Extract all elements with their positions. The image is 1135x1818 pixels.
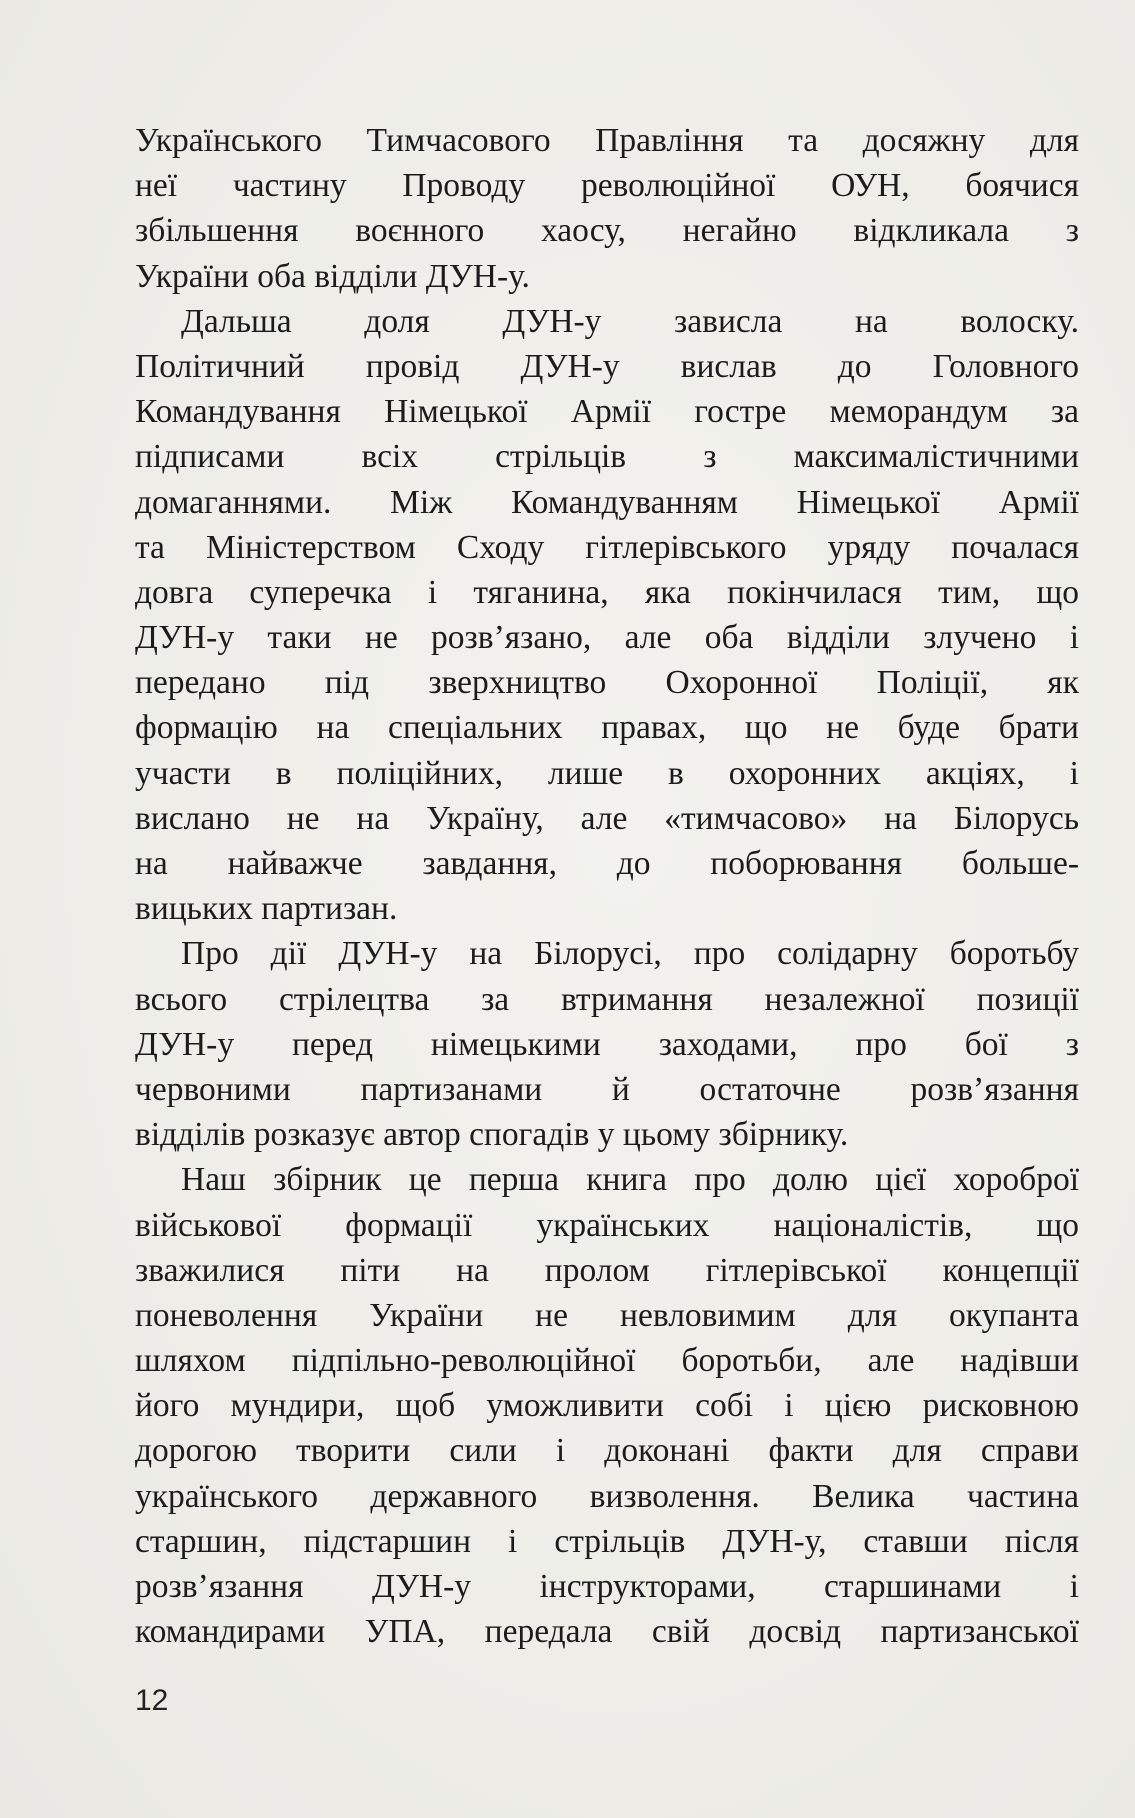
text-line: ДУН-у перед німецькими заходами, про бої з [135, 1025, 1079, 1063]
text-line: Політичний провід ДУН-у вислав до Головного [135, 347, 1079, 385]
text-line: довга суперечка і тяганина, яка покінчилася тим, що [135, 573, 1079, 611]
text-line: старшин, підстаршин і стрільців ДУН-у, ставши після [135, 1522, 1079, 1560]
text-line: Наш збірник це перша книга про долю цієї хороброї [181, 1161, 1079, 1199]
text-line: військової формації українських націоналістів, що [135, 1206, 1079, 1244]
text-line: України оба відділи ДУН-у. [135, 257, 530, 295]
text-line: на найважче завдання, до поборювання больше- [135, 845, 1079, 882]
text-line: всього стрілецтва за втримання незалежної позиції [135, 980, 1079, 1018]
text-line: дорогою творити сили і доконані факти для справи [135, 1432, 1079, 1470]
text-line: збільшення воєнного хаосу, негайно відкликала з [135, 212, 1079, 250]
text-line: підписами всіх стрільців з максималістичними [135, 438, 1079, 476]
page-number: 12 [135, 1684, 169, 1717]
text-line: червоними партизанами й остаточне розв’язання [135, 1070, 1079, 1108]
text-line: розв’язання ДУН-у інструкторами, старшинами і [135, 1568, 1079, 1605]
text-line: його мундири, щоб уможливити собі і цією рисковною [135, 1387, 1079, 1425]
text-line: передано під зверхництво Охоронної Поліції, як [135, 664, 1079, 702]
text-line: Українського Тимчасового Правління та досяжну для [135, 122, 1079, 159]
text-line: неї частину Проводу революційної ОУН, боячися [135, 167, 1079, 205]
text-line: відділів розказує автор спогадів у цьому збірнику. [135, 1116, 849, 1154]
text-line: ДУН-у таки не розв’язано, але оба відділи злучено і [135, 619, 1079, 657]
text-line: зважилися піти на пролом гітлерівської концепції [135, 1251, 1079, 1289]
text-line: Командування Німецької Армії гостре меморандум за [135, 393, 1079, 431]
text-line: Про дії ДУН-у на Білорусі, про солідарну боротьбу [181, 935, 1079, 973]
text-line: вислано не на Україну, але «тимчасово» на Білорусь [135, 799, 1079, 837]
text-line: поневолення України не невловимим для окупанта [135, 1296, 1079, 1334]
text-line: формацію на спеціальних правах, що не буде брати [135, 709, 1079, 747]
text-line: українського державного визволення. Велика частина [135, 1477, 1079, 1515]
text-line: Дальша доля ДУН-у зависла на волоску. [181, 302, 1079, 340]
body-text [135, 118, 1079, 1654]
text-line: та Міністерством Сходу гітлерівського уряду почалася [135, 528, 1079, 566]
text-line: командирами УПА, передала свій досвід партизанської [135, 1613, 1079, 1651]
text-line: шляхом підпільно-революційної боротьби, але надівши [135, 1342, 1079, 1380]
text-line: домаганнями. Між Командуванням Німецької Армії [135, 483, 1079, 521]
text-line: участи в поліційних, лише в охоронних акціях, і [135, 754, 1079, 792]
text-line: вицьких партизан. [135, 890, 398, 928]
